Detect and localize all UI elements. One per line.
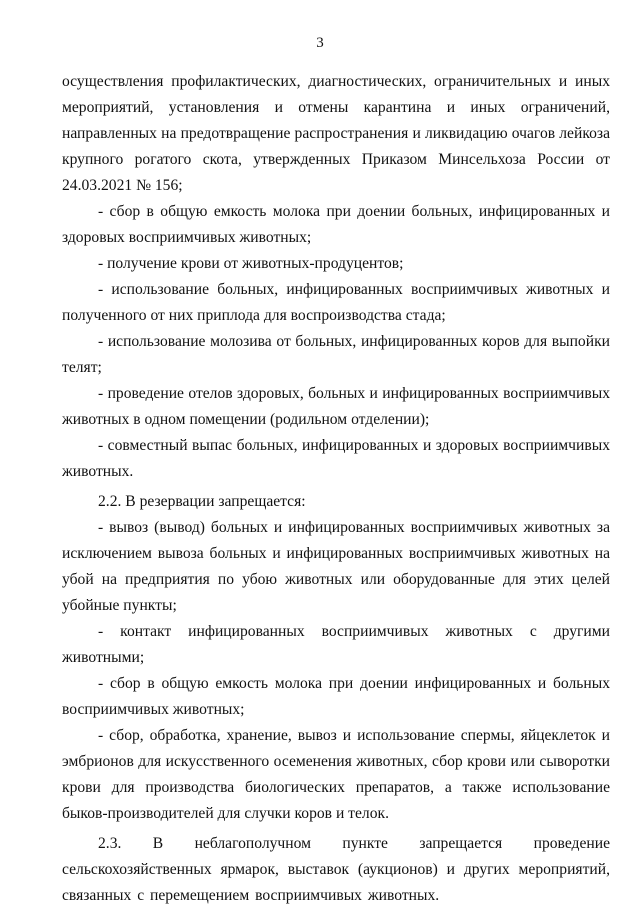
list-item-contact: - контакт инфицированных восприимчивых животных с другими животными; xyxy=(62,623,610,666)
list-item-blood-collection: - получение крови от животных-продуцентов; xyxy=(98,255,404,272)
list-item-grazing: - совместный выпас больных, инфицированных и здоровых восприимчивых животных. xyxy=(62,437,610,480)
list-item-removal: - вывоз (вывод) больных и инфицированных восприимчивых животных за исключением вывоза больных и инфицированных восприимчивых животных на убой на предприятия по убою животных или оборудованные для этих целей убойные пункты; xyxy=(62,519,610,614)
paragraph-continuation: осуществления профилактических, диагностических, ограничительных и иных мероприятий, установления и отмены карантина и иных ограничений, направленных на предотвращение распространения и ликвидацию очагов лейкоза крупного рогатого скота, утвержденных Приказом Минсельхоза России от 24.03.2021 № 156; xyxy=(62,73,610,194)
list-item-semen-embryos: - сбор, обработка, хранение, вывоз и использование спермы, яйцеклеток и эмбрионов для искусственного осеменения животных, сбор крови или сыворотки крови для производства биологических препаратов, а также использование быков-производителей для случки коров и телок. xyxy=(62,727,610,822)
list-item-milk-infected: - сбор в общую емкость молока при доении инфицированных и больных восприимчивых животных; xyxy=(62,675,610,718)
list-item-colostrum: - использование молозива от больных, инфицированных коров для выпойки телят; xyxy=(62,333,610,376)
section-heading-2-2: 2.2. В резервации запрещается: xyxy=(98,493,306,510)
page-number: 3 xyxy=(316,35,324,51)
list-item-herd-reproduction: - использование больных, инфицированных восприимчивых животных и полученного от них приплода для воспроизводства стада; xyxy=(62,281,610,324)
list-item-milk-collection: - сбор в общую емкость молока при доении больных, инфицированных и здоровых восприимчивых животных; xyxy=(62,203,610,246)
document-body xyxy=(62,69,610,909)
section-2-3: 2.3. В неблагополучном пункте запрещается проведение сельскохозяйственных ярмарок, выставок (аукционов) и других мероприятий, связанных с перемещением восприимчивых животных. xyxy=(62,835,610,904)
list-item-calving: - проведение отелов здоровых, больных и инфицированных восприимчивых животных в одном помещении (родильном отделении); xyxy=(62,385,610,428)
